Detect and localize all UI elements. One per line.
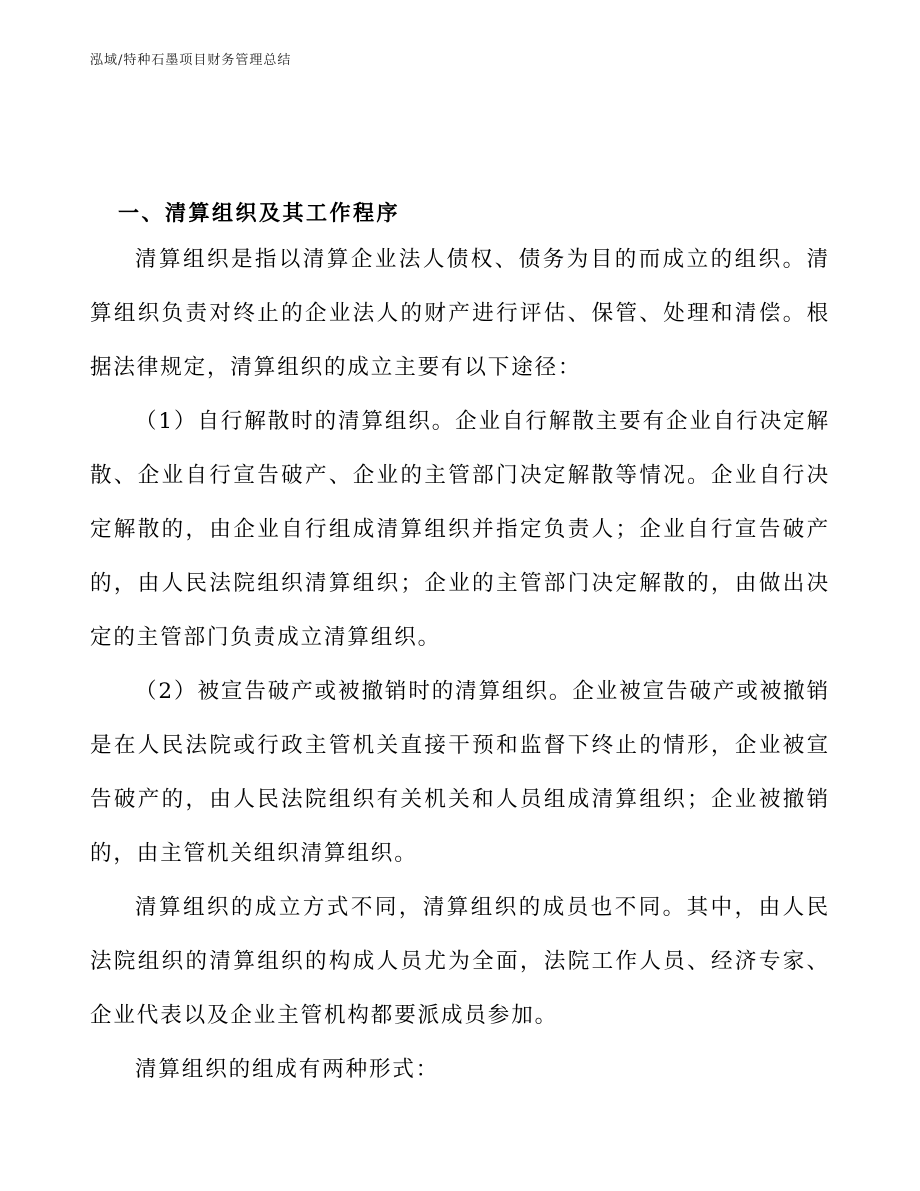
running-header: 泓域/特种石墨项目财务管理总结 [90, 53, 292, 68]
section-heading: 一、清算组织及其工作程序 [118, 201, 400, 225]
paragraph-item-2: （2）被宣告破产或被撤销时的清算组织。企业被宣告破产或被撤销是在人民法院或行政主管机关直接干预和监督下终止的情形，企业被宣告破产的，由人民法院组织有关机关和人员组成清算组织；企业被撤销的，由主管机关组织清算组织。 [90, 679, 830, 866]
paragraph-members: 清算组织的成立方式不同，清算组织的成员也不同。其中，由人民法院组织的清算组织的构成人员尤为全面，法院工作人员、经济专家、企业代表以及企业主管机构都要派成员参加。 [90, 895, 830, 1028]
document-body [90, 195, 830, 1097]
header-divider [90, 80, 830, 81]
paragraph-item-1: （1）自行解散时的清算组织。企业自行解散主要有企业自行决定解散、企业自行宣告破产、企业的主管部门决定解散等情况。企业自行决定解散的，由企业自行组成清算组织并指定负责人；企业自行宣告破产的，由人民法院组织清算组织；企业的主管部门决定解散的，由做出决定的主管部门负责成立清算组织。 [90, 409, 830, 650]
paragraph-intro: 清算组织是指以清算企业法人债权、债务为目的而成立的组织。清算组织负责对终止的企业法人的财产进行评估、保管、处理和清偿。根据法律规定，清算组织的成立主要有以下途径： [90, 247, 830, 380]
paragraph-forms: 清算组织的组成有两种形式： [135, 1057, 440, 1082]
